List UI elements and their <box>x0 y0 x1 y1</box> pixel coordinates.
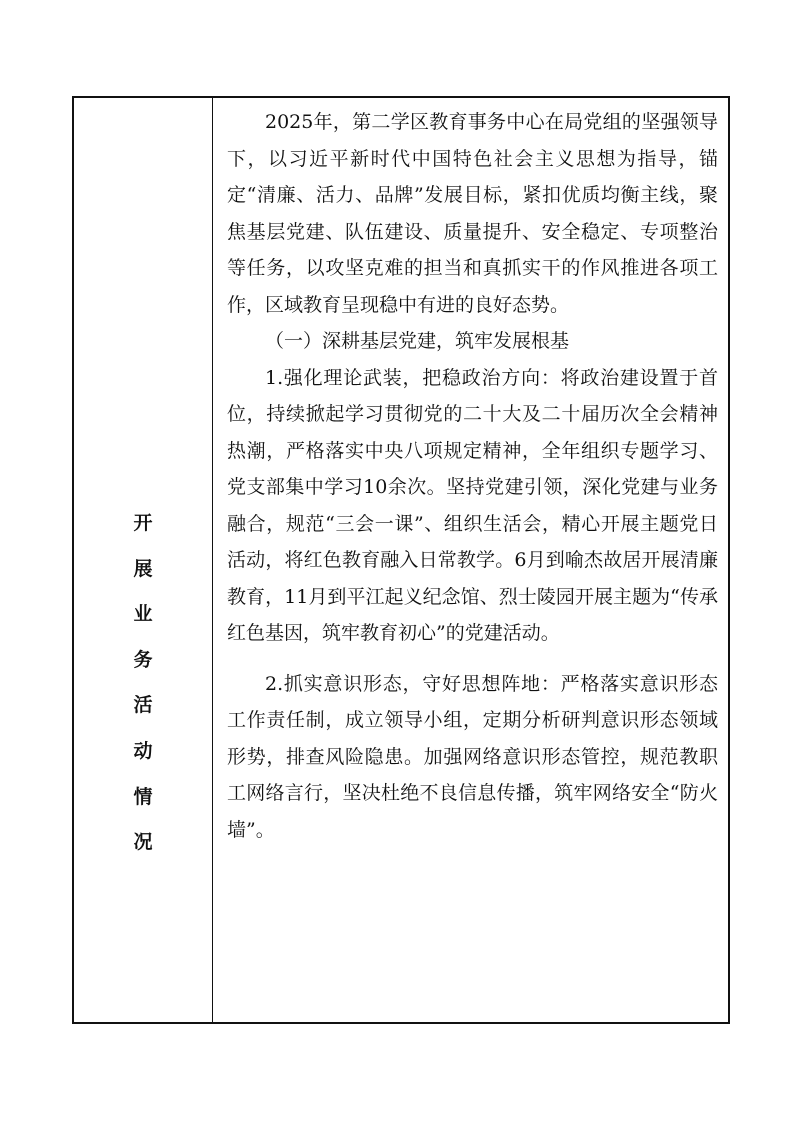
content-cell <box>213 98 728 1022</box>
paragraph-ideology-work: 2.抓实意识形态，守好思想阵地：严格落实意识形态工作责任制，成立领导小组，定期分析研判意识形态领域形势，排查风险隐患。加强网络意识形态管控，规范教职工网络言行，坚决杜绝不良信息传播，筑牢网络安全“防火墙”。 <box>227 672 718 841</box>
paragraph-theory-study: 1.强化理论武装，把稳政治方向：将政治建设置于首位，持续掀起学习贯彻党的二十大及二十届历次全会精神热潮，严格落实中央八项规定精神，全年组织专题学习、党支部集中学习10余次。坚持党建引领，深化党建与业务融合，规范“三会一课”、组织生活会，精心开展主题党日活动，将红色教育融入日常教学。6月到喻杰故居开展清廉教育，11月到平江起义纪念馆、烈士陵园开展主题为“传承红色基因，筑牢教育初心”的党建活动。 <box>227 366 718 644</box>
section-label: 开展业务活动情况 <box>133 512 153 854</box>
subheading-party-building: （一）深耕基层党建，筑牢发展根基 <box>265 330 570 352</box>
report-form-table <box>72 96 730 1024</box>
label-cell <box>74 98 213 1022</box>
intro-paragraph: 2025年，第二学区教育事务中心在局党组的坚强领导下，以习近平新时代中国特色社会主义思想为指导，锚定“清廉、活力、品牌”发展目标，紧扣优质均衡主线，聚焦基层党建、队伍建设、质量提升、安全稳定、专项整治等任务，以攻坚克难的担当和真抓实干的作风推进各项工作，区域教育呈现稳中有进的良好态势。 <box>227 111 718 316</box>
